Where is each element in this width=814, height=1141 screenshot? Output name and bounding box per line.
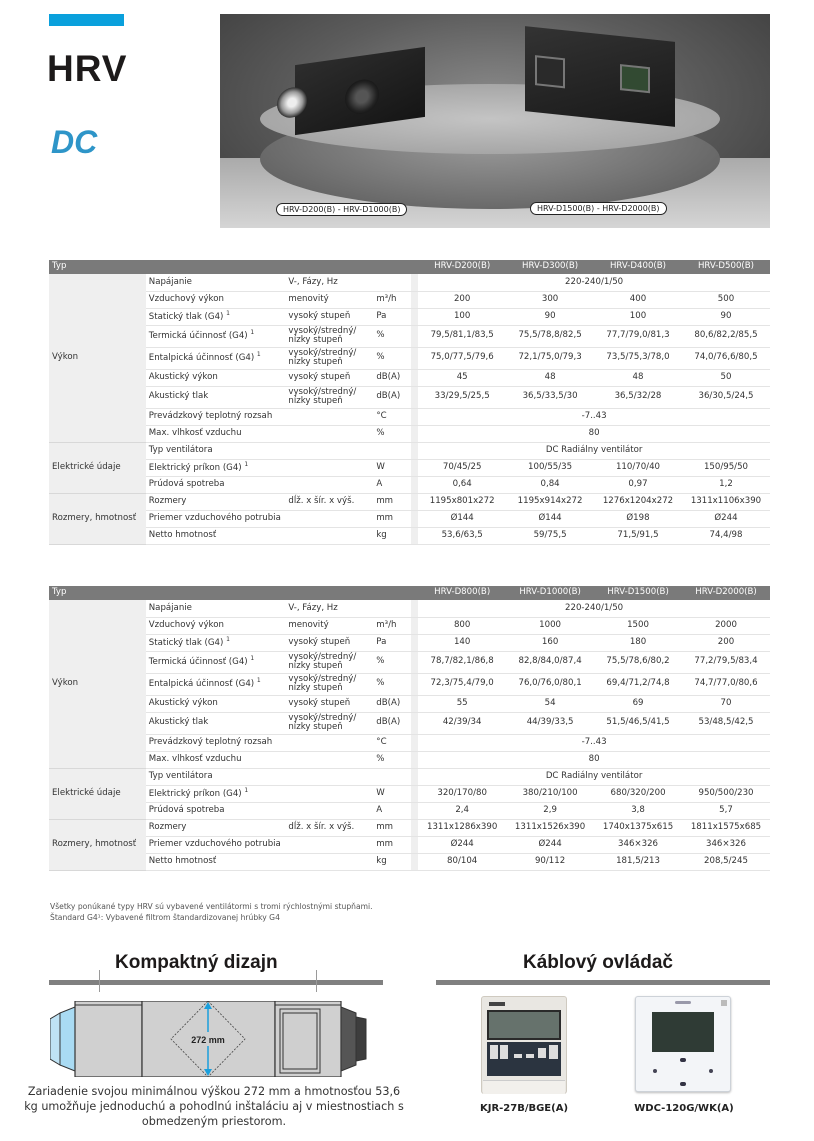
value-cell: 346×326	[594, 836, 682, 853]
value-cell: 200	[682, 634, 770, 651]
controller-kjr-image	[481, 996, 567, 1096]
value-cell: Ø144	[506, 510, 594, 527]
tick-line	[316, 970, 317, 992]
duct-port	[277, 85, 307, 119]
value-cell: 78,7/82,1/86,8	[418, 651, 506, 673]
value-cell: 1740x1375x615	[594, 819, 682, 836]
param-cell: Napájanie	[146, 274, 286, 291]
value-cell: 54	[506, 695, 594, 712]
model-header: HRV-D300(B)	[506, 260, 594, 274]
value-cell: 59/75,5	[506, 527, 594, 544]
table-row	[49, 369, 770, 386]
table-row	[49, 734, 770, 751]
condition-cell: V-, Fázy, Hz	[285, 274, 373, 291]
param-cell: Max. vlhkosť vzduchu	[146, 425, 286, 442]
value-cell: 380/210/100	[506, 785, 594, 802]
value-cell: 0,64	[418, 476, 506, 493]
table-row	[49, 634, 770, 651]
condition-cell: menovitý	[285, 291, 373, 308]
table-header-row	[49, 260, 770, 274]
param-cell: Vzduchový výkon	[146, 617, 286, 634]
table-row	[49, 527, 770, 544]
param-cell: Priemer vzduchového potrubia	[146, 510, 286, 527]
value-cell: 50	[682, 369, 770, 386]
value-cell: 1500	[594, 617, 682, 634]
compact-diagram	[50, 1001, 370, 1077]
footnotes	[50, 901, 373, 923]
value-cell: 160	[506, 634, 594, 651]
unit-cell: %	[373, 651, 411, 673]
param-cell: Rozmery	[146, 819, 286, 836]
controllers-title: Káblový ovládač	[523, 952, 673, 973]
param-cell: Vzduchový výkon	[146, 291, 286, 308]
unit-cell: kg	[373, 527, 411, 544]
condition-cell	[285, 734, 373, 751]
model-header: HRV-D400(B)	[594, 260, 682, 274]
table-row	[49, 325, 770, 347]
type-header: Typ	[49, 586, 418, 600]
value-cell: 1195x801x272	[418, 493, 506, 510]
value-cell: 100	[594, 308, 682, 325]
intake-duct-flange	[60, 1007, 75, 1071]
value-cell: 90	[682, 308, 770, 325]
shared-value-cell: -7..43	[418, 408, 770, 425]
value-cell: 48	[594, 369, 682, 386]
condition-cell: menovitý	[285, 617, 373, 634]
value-cell: 180	[594, 634, 682, 651]
condition-cell	[285, 442, 373, 459]
shared-value-cell: DC Radiálny ventilátor	[418, 442, 770, 459]
value-cell: 55	[418, 695, 506, 712]
unit-cell: dB(A)	[373, 386, 411, 408]
value-cell: 500	[682, 291, 770, 308]
type-header: Typ	[49, 260, 418, 274]
param-cell: Termická účinnosť (G4) $^1$	[146, 651, 286, 673]
unit-cell: mm	[373, 819, 411, 836]
value-cell: 1,2	[682, 476, 770, 493]
param-cell: Prúdová spotreba	[146, 476, 286, 493]
value-cell: 1311x1106x390	[682, 493, 770, 510]
value-cell: 1311x1526x390	[506, 819, 594, 836]
controller-wdc-image	[635, 996, 733, 1094]
value-cell: 79,5/81,1/83,5	[418, 325, 506, 347]
category-cell: Elektrické údaje	[49, 768, 146, 819]
value-cell: 140	[418, 634, 506, 651]
value-cell: 72,3/75,4/79,0	[418, 673, 506, 695]
table-row	[49, 291, 770, 308]
value-cell: 74,4/98	[682, 527, 770, 544]
unit-cell	[373, 442, 411, 459]
unit-cell: °C	[373, 408, 411, 425]
unit-cell: %	[373, 673, 411, 695]
footnote-marker: 1	[226, 635, 230, 643]
model-header: HRV-D1500(B)	[594, 586, 682, 600]
value-cell: 0,84	[506, 476, 594, 493]
value-cell: 320/170/80	[418, 785, 506, 802]
category-cell: Rozmery, hmotnosť	[49, 819, 146, 870]
value-cell: 70	[682, 695, 770, 712]
condition-cell: vysoký/stredný/ nízky stupeň	[285, 712, 373, 734]
value-cell: 44/39/33,5	[506, 712, 594, 734]
model-header: HRV-D2000(B)	[682, 586, 770, 600]
footnote-marker: 1	[256, 351, 261, 359]
footnote-marker: 1	[244, 786, 249, 794]
value-cell: 400	[594, 291, 682, 308]
accent-bar	[49, 14, 124, 26]
condition-cell	[285, 527, 373, 544]
condition-cell: vysoký/stredný/ nízky stupeň	[285, 325, 373, 347]
value-cell: 76,0/76,0/80,1	[506, 673, 594, 695]
param-cell: Priemer vzduchového potrubia	[146, 836, 286, 853]
hero-label-right: HRV-D1500(B) - HRV-D2000(B)	[530, 202, 667, 215]
table-row	[49, 695, 770, 712]
exhaust-duct	[341, 1007, 356, 1071]
param-cell: Entalpická účinnosť (G4) $^1$	[146, 347, 286, 369]
table-row	[49, 712, 770, 734]
condition-cell	[285, 836, 373, 853]
value-cell: 346×326	[682, 836, 770, 853]
unit-cell: dB(A)	[373, 712, 411, 734]
table-row	[49, 347, 770, 369]
condition-cell	[285, 425, 373, 442]
condition-cell	[285, 408, 373, 425]
value-cell: 950/500/230	[682, 785, 770, 802]
table-row	[49, 493, 770, 510]
value-cell: 75,5/78,6/80,2	[594, 651, 682, 673]
table-row	[49, 617, 770, 634]
intake-duct	[50, 1013, 60, 1065]
value-cell: 1811x1575x685	[682, 819, 770, 836]
param-cell: Statický tlak (G4) $^1$	[146, 634, 286, 651]
table-row	[49, 785, 770, 802]
value-cell: 82,8/84,0/87,4	[506, 651, 594, 673]
unit-cell: m³/h	[373, 617, 411, 634]
condition-cell	[285, 802, 373, 819]
value-cell: Ø244	[506, 836, 594, 853]
param-cell: Prevádzkový teplotný rozsah	[146, 408, 286, 425]
value-cell: 75,0/77,5/79,6	[418, 347, 506, 369]
condition-cell: vysoký/stredný/ nízky stupeň	[285, 651, 373, 673]
param-cell: Statický tlak (G4) $^1$	[146, 308, 286, 325]
value-cell: 70/45/25	[418, 459, 506, 476]
param-cell: Prevádzkový teplotný rozsah	[146, 734, 286, 751]
value-cell: 72,1/75,0/79,3	[506, 347, 594, 369]
unit-cell: mm	[373, 836, 411, 853]
unit-cell: W	[373, 785, 411, 802]
footnote-marker: 1	[256, 677, 261, 685]
condition-cell	[285, 785, 373, 802]
condition-cell: vysoký stupeň	[285, 369, 373, 386]
value-cell: 2,9	[506, 802, 594, 819]
unit-cell: A	[373, 802, 411, 819]
unit-cell: %	[373, 347, 411, 369]
value-cell: 1195x914x272	[506, 493, 594, 510]
unit-cell: W	[373, 459, 411, 476]
param-cell: Netto hmotnosť	[146, 853, 286, 870]
hero-product-image	[220, 14, 770, 228]
value-cell: 1276x1204x272	[594, 493, 682, 510]
param-cell: Prúdová spotreba	[146, 802, 286, 819]
footnote-g4: Štandard G4¹: Vybavené filtrom štandardizovanej hrúbky G4	[50, 913, 280, 922]
param-cell: Entalpická účinnosť (G4) $^1$	[146, 673, 286, 695]
controller-wdc-label: WDC-120G/WK(A)	[634, 1103, 734, 1114]
value-cell: 69	[594, 695, 682, 712]
value-cell: 90/112	[506, 853, 594, 870]
dimension-label: 272 mm	[191, 1035, 225, 1045]
value-cell: 73,5/75,3/78,0	[594, 347, 682, 369]
value-cell: 74,0/76,6/80,5	[682, 347, 770, 369]
unit-cell: mm	[373, 493, 411, 510]
table-row	[49, 442, 770, 459]
condition-cell: vysoký/stredný/ nízky stupeň	[285, 347, 373, 369]
value-cell: 71,5/91,5	[594, 527, 682, 544]
value-cell: 680/320/200	[594, 785, 682, 802]
unit-cell: mm	[373, 510, 411, 527]
table-row	[49, 408, 770, 425]
value-cell: 53/48,5/42,5	[682, 712, 770, 734]
param-cell: Akustický výkon	[146, 695, 286, 712]
param-cell: Elektrický príkon (G4) $^1$	[146, 785, 286, 802]
compact-design-title: Kompaktný dizajn	[115, 952, 278, 973]
value-cell: 77,2/79,5/83,4	[682, 651, 770, 673]
compact-caption: Zariadenie svojou minimálnou výškou 272 mm a hmotnosťou 53,6 kg umožňuje jednoduchú a pohodlnú inštaláciu aj v miestnostiach s obmedzeným priestorom.	[24, 1085, 404, 1128]
value-cell: Ø244	[682, 510, 770, 527]
condition-cell	[285, 751, 373, 768]
shared-value-cell: 220-240/1/50	[418, 600, 770, 617]
unit-cell: m³/h	[373, 291, 411, 308]
table-row	[49, 802, 770, 819]
param-cell: Max. vlhkosť vzduchu	[146, 751, 286, 768]
category-cell: Elektrické údaje	[49, 442, 146, 493]
param-cell: Akustický výkon	[146, 369, 286, 386]
unit-cell: dB(A)	[373, 369, 411, 386]
param-cell: Termická účinnosť (G4) $^1$	[146, 325, 286, 347]
unit-cell: %	[373, 425, 411, 442]
condition-cell: dĺž. x šír. x výš.	[285, 819, 373, 836]
table-row	[49, 651, 770, 673]
category-cell: Výkon	[49, 600, 146, 768]
value-cell: 36,5/33,5/30	[506, 386, 594, 408]
value-cell: 74,7/77,0/80,6	[682, 673, 770, 695]
condition-cell	[285, 459, 373, 476]
table-row	[49, 459, 770, 476]
param-cell: Akustický tlak	[146, 386, 286, 408]
table-row	[49, 600, 770, 617]
access-panel	[280, 1009, 320, 1073]
condition-cell	[285, 853, 373, 870]
dc-logo: DC	[51, 124, 98, 160]
footnote-marker: 1	[244, 460, 249, 468]
value-cell: 300	[506, 291, 594, 308]
controllers-divider	[436, 980, 770, 985]
model-header: HRV-D800(B)	[418, 586, 506, 600]
value-cell: 48	[506, 369, 594, 386]
condition-cell: vysoký/stredný/ nízky stupeň	[285, 673, 373, 695]
shared-value-cell: 80	[418, 425, 770, 442]
duct-port	[345, 77, 379, 116]
param-cell: Typ ventilátora	[146, 442, 286, 459]
param-cell: Typ ventilátora	[146, 768, 286, 785]
condition-cell: V-, Fázy, Hz	[285, 600, 373, 617]
value-cell: 800	[418, 617, 506, 634]
condition-cell: vysoký stupeň	[285, 695, 373, 712]
value-cell: 51,5/46,5/41,5	[594, 712, 682, 734]
category-cell: Rozmery, hmotnosť	[49, 493, 146, 544]
table-row	[49, 751, 770, 768]
spec-table-2	[49, 586, 770, 871]
footnote-marker: 1	[226, 309, 230, 317]
table-row	[49, 386, 770, 408]
unit-cell	[373, 274, 411, 291]
condition-cell	[285, 768, 373, 785]
exhaust-duct-flange	[356, 1017, 366, 1061]
table-row	[49, 836, 770, 853]
table-row	[49, 853, 770, 870]
unit-section-left	[75, 1001, 142, 1077]
value-cell: 1311x1286x390	[418, 819, 506, 836]
value-cell: 2000	[682, 617, 770, 634]
value-cell: 80/104	[418, 853, 506, 870]
table-row	[49, 308, 770, 325]
table-row	[49, 510, 770, 527]
footnote-marker: 1	[250, 329, 255, 337]
table-row	[49, 476, 770, 493]
param-cell: Netto hmotnosť	[146, 527, 286, 544]
value-cell: 77,7/79,0/81,3	[594, 325, 682, 347]
hero-label-left: HRV-D200(B) - HRV-D1000(B)	[276, 203, 407, 216]
table-row	[49, 768, 770, 785]
value-cell: 200	[418, 291, 506, 308]
param-cell: Elektrický príkon (G4) $^1$	[146, 459, 286, 476]
value-cell: Ø144	[418, 510, 506, 527]
value-cell: 110/70/40	[594, 459, 682, 476]
condition-cell: vysoký stupeň	[285, 308, 373, 325]
condition-cell: vysoký stupeň	[285, 634, 373, 651]
value-cell: 100/55/35	[506, 459, 594, 476]
param-cell: Napájanie	[146, 600, 286, 617]
shared-value-cell: -7..43	[418, 734, 770, 751]
value-cell: 53,6/63,5	[418, 527, 506, 544]
unit-cell: dB(A)	[373, 695, 411, 712]
value-cell: 42/39/34	[418, 712, 506, 734]
condition-cell: dĺž. x šír. x výš.	[285, 493, 373, 510]
model-header: HRV-D200(B)	[418, 260, 506, 274]
table-row	[49, 274, 770, 291]
footnote-speeds: Všetky ponúkané typy HRV sú vybavené ventilátormi s tromi rýchlostnými stupňami.	[50, 902, 373, 911]
tick-line	[99, 970, 100, 992]
footnote-marker: 1	[250, 655, 255, 663]
value-cell: 33/29,5/25,5	[418, 386, 506, 408]
value-cell: 150/95/50	[682, 459, 770, 476]
table-row	[49, 425, 770, 442]
unit-panel	[535, 55, 565, 88]
unit-cell: °C	[373, 734, 411, 751]
table-row	[49, 819, 770, 836]
value-cell: 36,5/32/28	[594, 386, 682, 408]
page-title: HRV	[47, 48, 128, 89]
unit-cell: Pa	[373, 634, 411, 651]
value-cell: 80,6/82,2/85,5	[682, 325, 770, 347]
large-hrv-unit-image	[525, 26, 675, 127]
shared-value-cell: 80	[418, 751, 770, 768]
value-cell: 100	[418, 308, 506, 325]
value-cell: 5,7	[682, 802, 770, 819]
controller-kjr-label: KJR-27B/BGE(A)	[479, 1103, 569, 1114]
unit-cell	[373, 768, 411, 785]
value-cell: 90	[506, 308, 594, 325]
value-cell: Ø244	[418, 836, 506, 853]
unit-cell: A	[373, 476, 411, 493]
condition-cell	[285, 510, 373, 527]
value-cell: 1000	[506, 617, 594, 634]
shared-value-cell: 220-240/1/50	[418, 274, 770, 291]
value-cell: 181,5/213	[594, 853, 682, 870]
condition-cell: vysoký/stredný/ nízky stupeň	[285, 386, 373, 408]
value-cell: 208,5/245	[682, 853, 770, 870]
table-row	[49, 673, 770, 695]
param-cell: Akustický tlak	[146, 712, 286, 734]
unit-panel	[620, 64, 650, 93]
value-cell: 45	[418, 369, 506, 386]
param-cell: Rozmery	[146, 493, 286, 510]
spec-table-1	[49, 260, 770, 545]
value-cell: 75,5/78,8/82,5	[506, 325, 594, 347]
model-header: HRV-D1000(B)	[506, 586, 594, 600]
model-header: HRV-D500(B)	[682, 260, 770, 274]
unit-cell: %	[373, 325, 411, 347]
value-cell: 69,4/71,2/74,8	[594, 673, 682, 695]
value-cell: 2,4	[418, 802, 506, 819]
unit-cell: %	[373, 751, 411, 768]
value-cell: Ø198	[594, 510, 682, 527]
unit-cell: Pa	[373, 308, 411, 325]
unit-cell: kg	[373, 853, 411, 870]
value-cell: 36/30,5/24,5	[682, 386, 770, 408]
value-cell: 0,97	[594, 476, 682, 493]
category-cell: Výkon	[49, 274, 146, 442]
unit-cell	[373, 600, 411, 617]
table-header-row	[49, 586, 770, 600]
condition-cell	[285, 476, 373, 493]
value-cell: 3,8	[594, 802, 682, 819]
shared-value-cell: DC Radiálny ventilátor	[418, 768, 770, 785]
